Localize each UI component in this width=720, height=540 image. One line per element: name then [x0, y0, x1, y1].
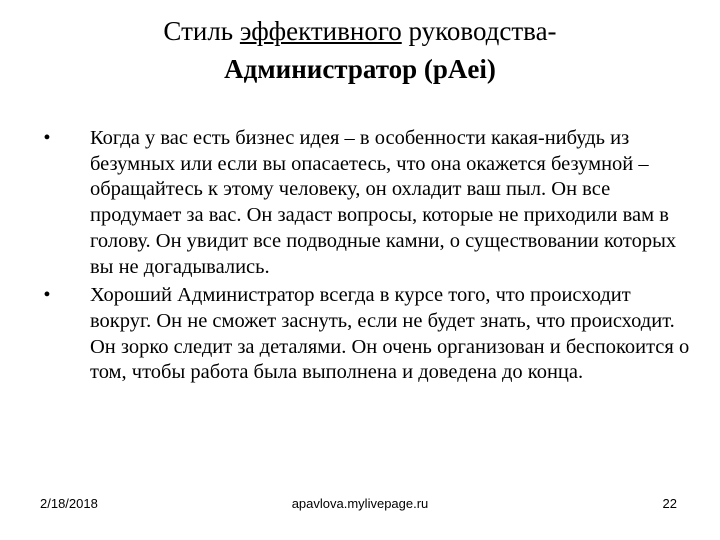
title-text-post: руководства-: [401, 16, 557, 46]
bullet-marker: •: [43, 284, 51, 307]
bullet-item: [40, 283, 690, 386]
title-underlined-word: эффективного: [239, 16, 402, 46]
bullet-text: Хороший Администратор всегда в курсе того, что происходит вокруг. Он не сможет заснуть, если не будет знать, что происходит. Он зорко следит за деталями. Он очень организован и беспокоится о том, чтобы работа была выполнена и доведена до конца.: [90, 284, 690, 384]
bullet-marker: •: [43, 127, 51, 149]
footer-url: apavlova.mylivepage.ru: [291, 496, 429, 511]
bullet-list: [40, 126, 690, 389]
title-text-pre: Стиль: [163, 16, 240, 46]
page-number: 22: [662, 496, 677, 511]
title-line-2: Администратор (pAei): [224, 54, 496, 84]
bullet-item: [40, 126, 690, 280]
slide-footer: [0, 494, 720, 514]
slide-title: [60, 12, 660, 88]
title-line-1: [60, 12, 660, 50]
footer-date: 2/18/2018: [40, 496, 98, 511]
bullet-text: Когда у вас есть бизнес идея – в особенности какая-нибудь из безумных или если вы опасаетесь, что она окажется безумной – обращайтесь к этому человеку, он охладит ваш пыл. Он все продумает за вас. Он задаст вопросы, которые не приходили вам в голову. Он увидит все подводные камни, о существовании которых вы не догадывались.: [90, 127, 677, 278]
